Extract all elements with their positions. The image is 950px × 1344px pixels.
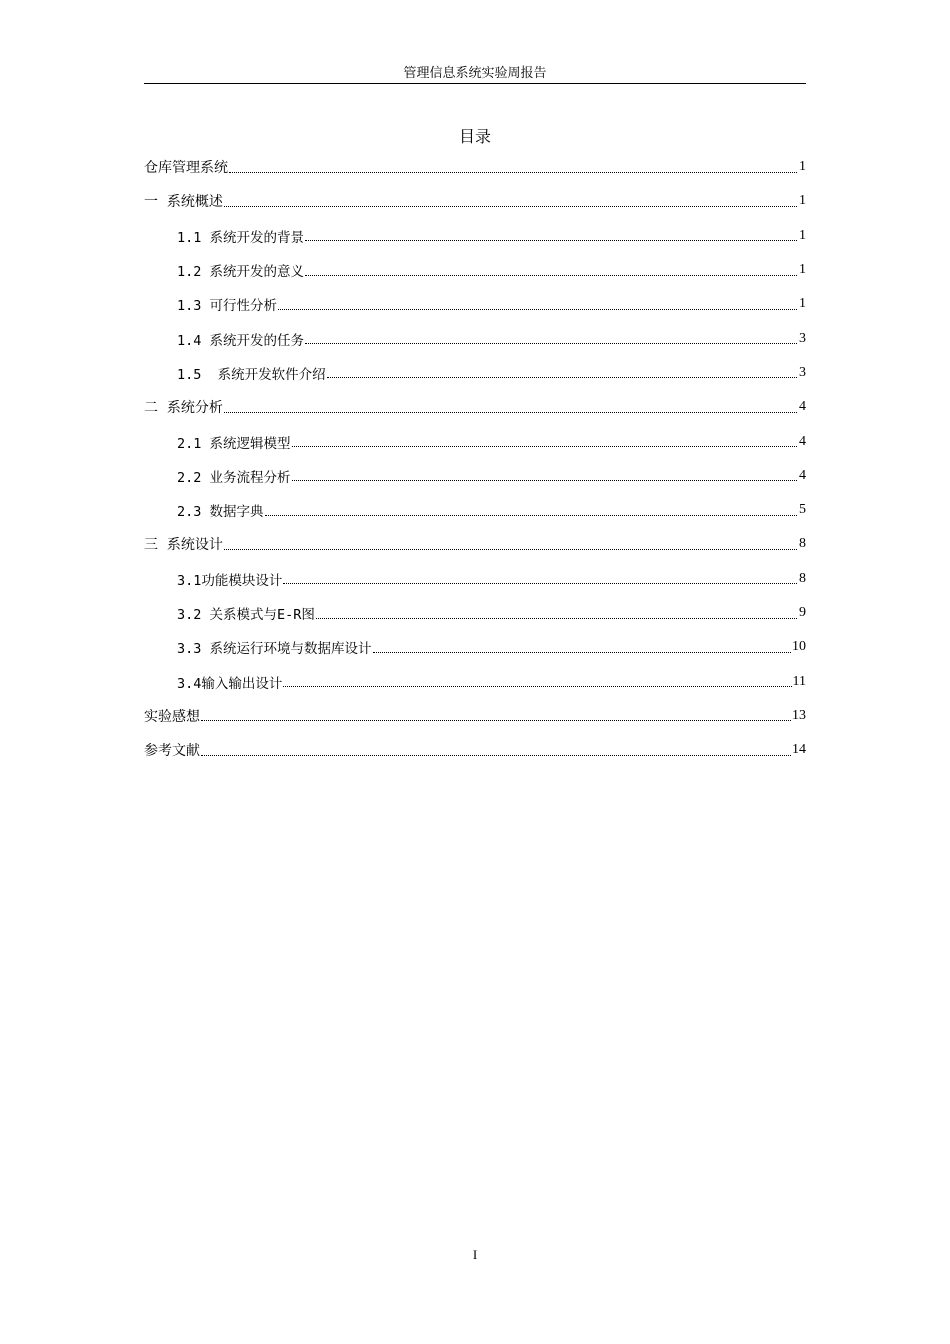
toc-entry[interactable]	[144, 630, 806, 664]
toc-entry-page: 4	[799, 399, 806, 415]
toc-entry-label: 3.2 关系模式与E-R图	[177, 607, 315, 623]
toc-dot-leader	[201, 755, 791, 756]
toc-dot-leader	[201, 720, 791, 721]
toc-entry-page: 1	[799, 193, 806, 209]
toc-entry-label: 实验感想	[144, 708, 200, 725]
toc-dot-leader	[265, 515, 797, 516]
toc-dot-leader	[316, 618, 797, 619]
toc-entry-page: 4	[799, 467, 806, 483]
toc-entry-page: 3	[799, 364, 806, 380]
toc-dot-leader	[292, 480, 797, 481]
toc-dot-leader	[283, 583, 797, 584]
toc-entry[interactable]	[144, 424, 806, 458]
toc-entry-label: 一 系统概述	[144, 194, 223, 211]
header-rule	[144, 83, 806, 84]
toc-entry-label: 1.5 系统开发软件介绍	[177, 366, 326, 383]
toc-entry[interactable]	[144, 459, 806, 493]
toc-entry-page: 9	[799, 605, 806, 620]
toc-entry[interactable]	[144, 664, 806, 698]
toc-entry-page: 11	[792, 673, 806, 689]
toc-entry-page: 1	[799, 262, 806, 278]
toc-entry-page: 4	[799, 433, 806, 449]
toc-dot-leader	[278, 309, 797, 310]
toc-entry[interactable]	[144, 356, 806, 390]
toc-entry-label: 2.1 系统逻辑模型	[177, 435, 291, 452]
toc-dot-leader	[283, 686, 791, 687]
toc-entry-label: 仓库管理系统	[144, 160, 228, 177]
toc-entry-label: 二 系统分析	[144, 400, 223, 417]
toc-entry[interactable]	[144, 150, 806, 184]
toc-dot-leader	[229, 172, 797, 173]
toc-entry[interactable]	[144, 184, 806, 218]
toc-entry-label: 三 系统设计	[144, 537, 223, 554]
toc-dot-leader	[292, 446, 797, 447]
toc-entry-page: 5	[799, 502, 806, 518]
toc-entry-page: 3	[799, 330, 806, 346]
toc-entry[interactable]	[144, 321, 806, 355]
toc-dot-leader	[224, 206, 797, 207]
page-number: I	[472, 1247, 478, 1262]
toc-entry[interactable]	[144, 527, 806, 561]
toc-entry-page: 1	[799, 296, 806, 312]
toc-entry-label: 1.1 系统开发的背景	[177, 229, 305, 246]
toc-dot-leader	[224, 549, 797, 550]
toc-entry[interactable]	[144, 390, 806, 424]
toc-entry-page: 8	[799, 536, 806, 552]
table-of-contents	[144, 150, 806, 767]
toc-entry-label: 1.4 系统开发的任务	[177, 332, 305, 349]
toc-entry-label: 3.4输入输出设计	[177, 675, 283, 692]
toc-dot-leader	[224, 412, 797, 413]
toc-dot-leader	[305, 343, 797, 344]
toc-entry-label: 1.3 可行性分析	[177, 298, 278, 315]
page-header: 管理信息系统实验周报告	[403, 66, 547, 81]
toc-title: 目录	[458, 127, 491, 146]
toc-entry-label: 3.3 系统运行环境与数据库设计	[177, 641, 372, 658]
toc-entry[interactable]	[144, 253, 806, 287]
toc-entry[interactable]	[144, 699, 806, 733]
toc-entry[interactable]	[144, 596, 806, 630]
toc-entry-label: 2.3 数据字典	[177, 504, 264, 521]
toc-entry-page: 1	[799, 159, 806, 175]
toc-entry[interactable]	[144, 562, 806, 596]
toc-dot-leader	[327, 377, 797, 378]
toc-entry-page: 13	[792, 707, 806, 723]
toc-entry-label: 1.2 系统开发的意义	[177, 264, 305, 281]
toc-dot-leader	[305, 275, 797, 276]
toc-entry-label: 2.2 业务流程分析	[177, 469, 291, 486]
toc-entry[interactable]	[144, 733, 806, 767]
toc-entry-page: 14	[792, 742, 806, 758]
toc-entry[interactable]	[144, 219, 806, 253]
toc-entry[interactable]	[144, 287, 806, 321]
toc-entry[interactable]	[144, 493, 806, 527]
toc-entry-page: 10	[792, 639, 806, 655]
toc-dot-leader	[305, 240, 797, 241]
toc-entry-page: 1	[799, 227, 806, 243]
toc-dot-leader	[373, 652, 791, 653]
toc-entry-page: 8	[799, 570, 806, 586]
toc-entry-label: 3.1功能模块设计	[177, 572, 283, 589]
toc-entry-label: 参考文献	[144, 743, 200, 760]
